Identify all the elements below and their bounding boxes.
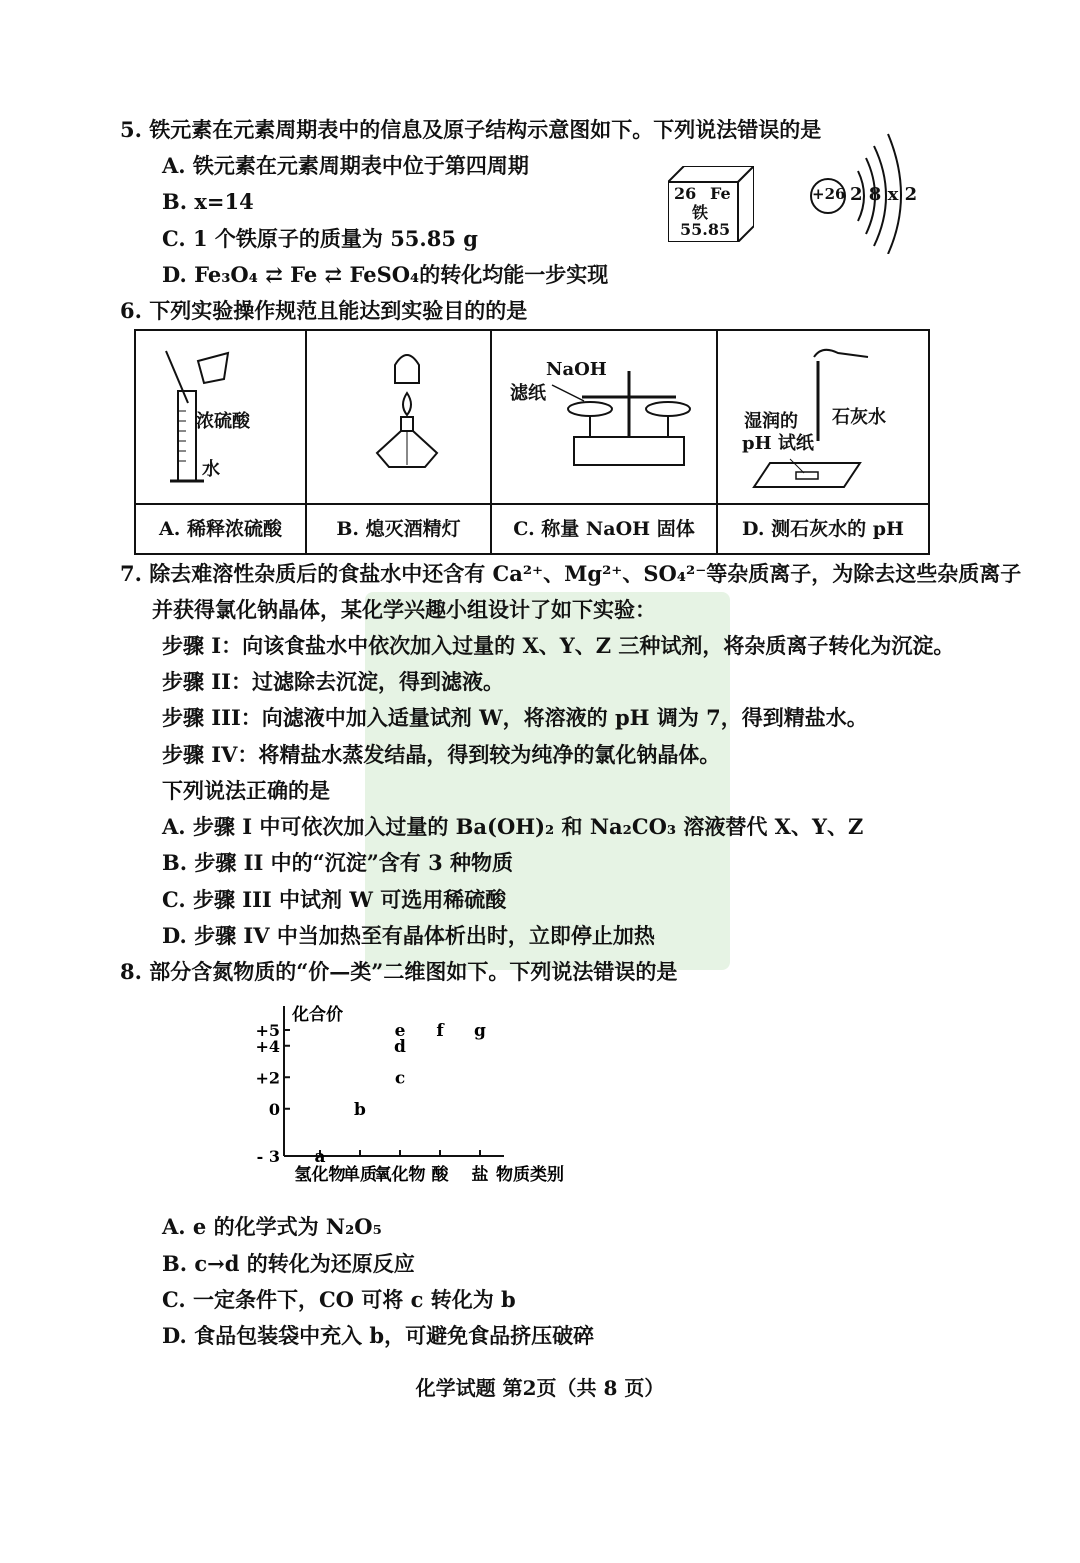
q7-prompt: 下列说法正确的是 <box>162 778 330 803</box>
point-g: g <box>474 1021 486 1041</box>
nucleus-charge: +26 <box>812 185 846 203</box>
q7-step-1: 步骤 I：向该食盐水中依次加入过量的 X、Y、Z 三种试剂，将杂质离子转化为沉淀。 <box>162 633 955 658</box>
q6-cell-a <box>136 331 307 553</box>
q6-cell-b <box>307 331 492 553</box>
q8-option-b: B. c→d 的转化为还原反应 <box>162 1251 415 1276</box>
x-axis-label: 物质类别 <box>496 1165 564 1185</box>
point-c: c <box>394 1068 406 1089</box>
element-cell <box>668 166 754 242</box>
label-naoh: NaOH <box>546 359 607 380</box>
x-tick-label: 盐 <box>471 1165 489 1185</box>
q6-caption-a: A. 稀释浓硫酸 <box>136 503 305 553</box>
q5-option-b: B. x=14 <box>162 189 254 214</box>
x-tick-label: 氧化物 <box>374 1165 426 1185</box>
q6-caption-b: B. 熄灭酒精灯 <box>307 503 490 553</box>
q7-step-4: 步骤 IV：将精盐水蒸发结晶，得到较为纯净的氯化钠晶体。 <box>162 742 721 767</box>
point-e: e <box>394 1021 406 1041</box>
q5-option-d: D. Fe₃O₄ ⇄ Fe ⇄ FeSO₄的转化均能一步实现 <box>162 262 609 287</box>
point-d: d <box>394 1036 406 1057</box>
x-tick-label: 单质 <box>343 1165 377 1185</box>
y-tick-label: 0 <box>268 1099 280 1119</box>
electron-shells: 2 8 x 2 <box>850 184 918 205</box>
x-tick-label: 酸 <box>431 1165 449 1185</box>
q6-cell-d <box>718 331 928 553</box>
label-water: 水 <box>202 459 220 480</box>
q8-option-c: C. 一定条件下，CO 可将 c 转化为 b <box>162 1287 516 1312</box>
label-conc-acid: 浓硫酸 <box>196 411 250 432</box>
atom-diagram <box>808 126 928 254</box>
element-name: 铁 <box>692 203 709 222</box>
q5-option-a: A. 铁元素在元素周期表中位于第四周期 <box>162 153 529 178</box>
q7-option-c: C. 步骤 III 中试剂 W 可选用稀硫酸 <box>162 887 507 912</box>
q6-table <box>134 329 930 555</box>
q8-stem: 8. 部分含氮物质的“价—类”二维图如下。下列说法错误的是 <box>120 959 678 984</box>
element-mass: 55.85 <box>680 220 731 239</box>
q7-option-b: B. 步骤 II 中的“沉淀”含有 3 种物质 <box>162 850 514 875</box>
y-tick-label: +2 <box>255 1068 280 1088</box>
q7-step-2: 步骤 II：过滤除去沉淀，得到滤液。 <box>162 669 504 694</box>
q8-option-a: A. e 的化学式为 N₂O₅ <box>162 1214 382 1239</box>
page-footer: 化学试题 第2页（共 8 页） <box>415 1376 665 1400</box>
element-symbol: Fe <box>710 184 731 203</box>
q7-step-3: 步骤 III：向滤液中加入适量试剂 W，将溶液的 pH 调为 7，得到精盐水。 <box>162 705 868 730</box>
label-ph-paper: pH 试纸 <box>742 433 814 454</box>
point-a: a <box>314 1147 326 1167</box>
y-tick-label: - 3 <box>256 1147 280 1166</box>
y-tick-label: +4 <box>255 1036 280 1056</box>
element-number: 26 <box>674 184 697 203</box>
q6-cell-c <box>492 331 718 553</box>
valence-class-chart <box>240 996 620 1196</box>
q6-caption-c: C. 称量 NaOH 固体 <box>492 503 716 553</box>
q7-option-d: D. 步骤 IV 中当加热至有晶体析出时，立即停止加热 <box>162 923 655 948</box>
q6-stem: 6. 下列实验操作规范且能达到实验目的的是 <box>120 298 528 323</box>
q7-option-a: A. 步骤 I 中可依次加入过量的 Ba(OH)₂ 和 Na₂CO₃ 溶液替代 X、Y、Z <box>162 814 864 839</box>
q5-option-c: C. 1 个铁原子的质量为 55.85 g <box>162 226 478 251</box>
y-axis-label: 化合价 <box>292 1005 343 1025</box>
point-b: b <box>354 1099 366 1120</box>
label-wet: 湿润的 <box>744 411 798 432</box>
q5-stem: 5. 铁元素在元素周期表中的信息及原子结构示意图如下。下列说法错误的是 <box>120 117 822 142</box>
label-filter-paper: 滤纸 <box>510 383 546 404</box>
x-tick-label: 氢化物 <box>294 1165 346 1185</box>
q7-stem-line2: 并获得氯化钠晶体，某化学兴趣小组设计了如下实验： <box>152 597 656 622</box>
point-f: f <box>436 1021 444 1041</box>
label-limewater: 石灰水 <box>832 407 886 428</box>
q8-option-d: D. 食品包装袋中充入 b，可避免食品挤压破碎 <box>162 1323 595 1348</box>
y-tick-label: +5 <box>255 1021 280 1040</box>
q7-stem-line1: 7. 除去难溶性杂质后的食盐水中还含有 Ca²⁺、Mg²⁺、SO₄²⁻等杂质离子，为除去这些杂质离子 <box>120 561 1022 586</box>
q6-caption-d: D. 测石灰水的 pH <box>718 503 928 553</box>
